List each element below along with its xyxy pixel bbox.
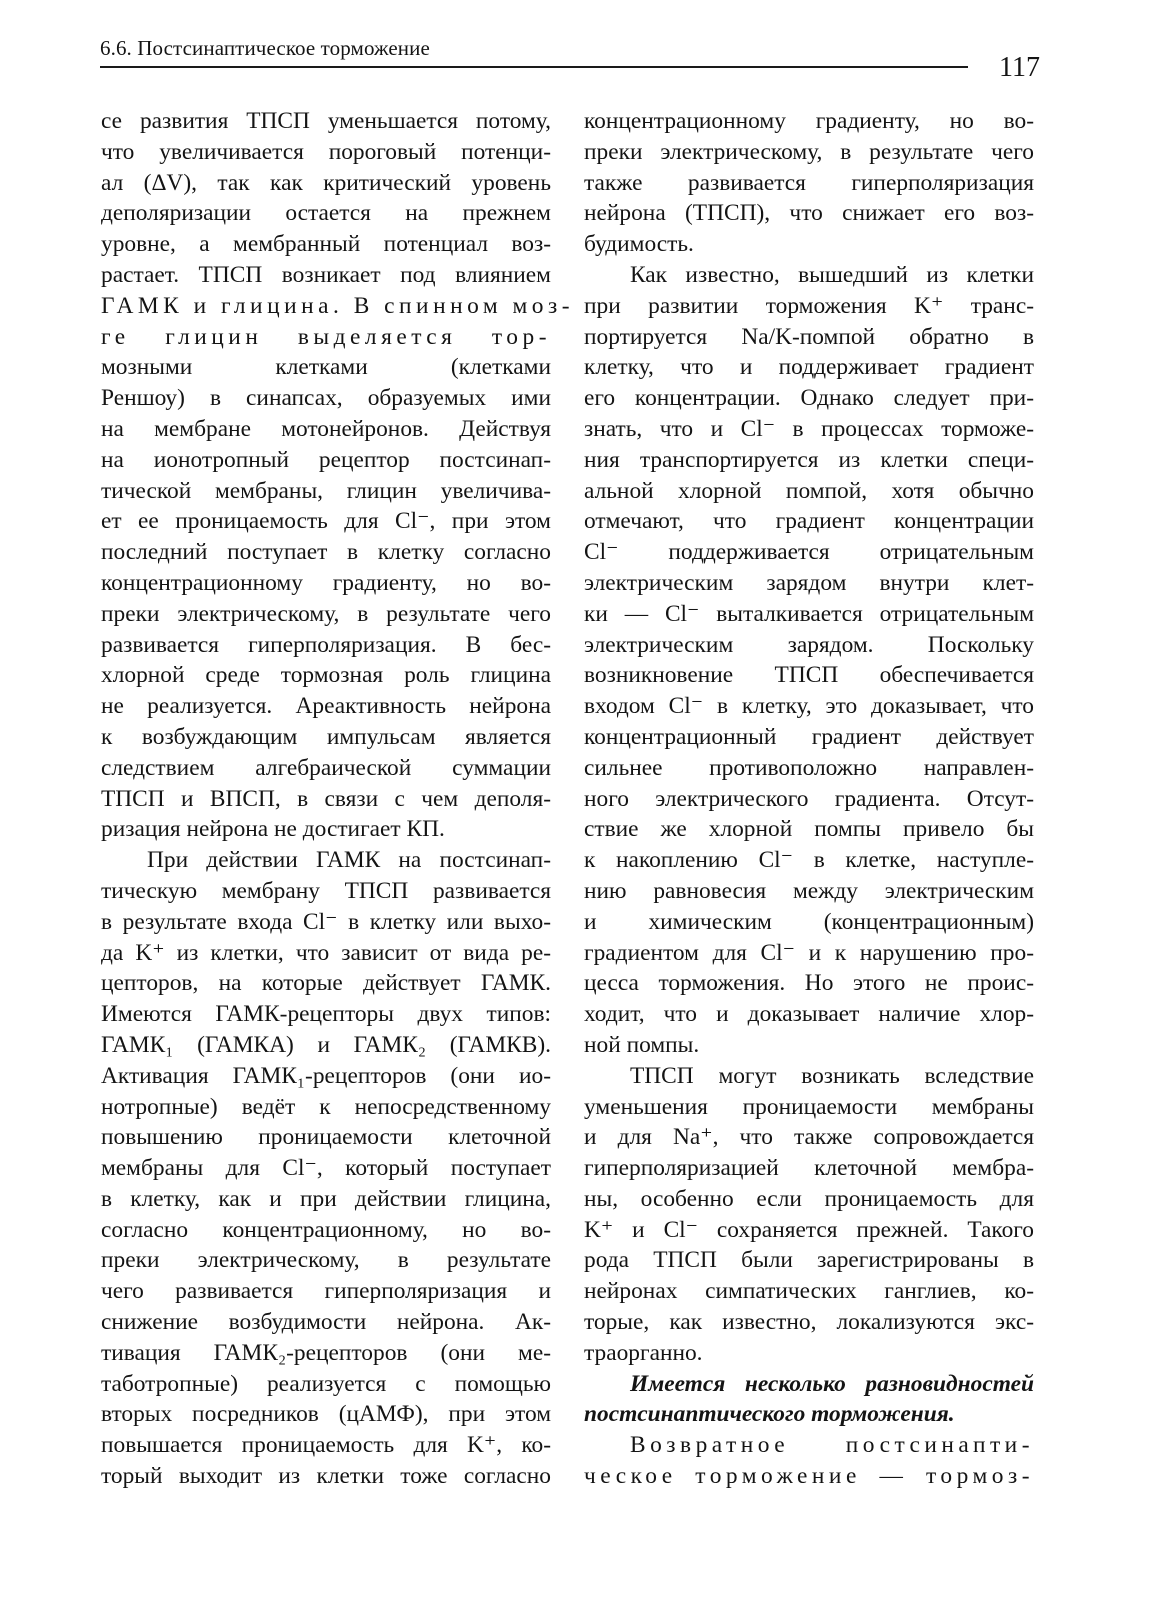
text-line: следствием алгебраической суммации [101,754,551,781]
text-line: ге глицин выделяется тор- [101,323,551,350]
text-line: ГАМК₁ (ГАМКA) и ГАМК₂ (ГАМКB). [101,1031,551,1058]
text-line: ТПСП могут возникать вследствие [630,1062,1034,1089]
text-line: уменьшения проницаемости мембраны [584,1093,1034,1120]
text-line: что увеличивается пороговый потенци- [101,138,551,165]
text-line: K⁺ и Cl⁻ сохраняется прежней. Такого [584,1216,1034,1243]
text-line: ны, особенно если проницаемость для [584,1185,1034,1212]
text-line: концентрационный градиент действует [584,723,1034,750]
text-line: Реншоу) в синапсах, образуемых ими [101,385,551,412]
text-line: концентрационному градиенту, но во- [584,108,1034,134]
page-number: 117 [999,52,1040,83]
text-line: и химическим (концентрационным) [584,908,1034,935]
text-line: ческое торможение — тормоз- [584,1463,1034,1490]
text-line: преки электрическому, в результате [101,1247,551,1274]
text-line: ТПСП и ВПСП, в связи с чем деполя- [101,785,551,812]
text-line: ет ее проницаемость для Cl⁻, при этом [101,508,551,535]
text-line: Возвратное постсинапти- [630,1432,1034,1459]
text-line: мембраны для Cl⁻, который поступает [101,1155,551,1182]
text-line: возникновение ТПСП обеспечивается [584,662,1034,689]
text-line: уровне, а мембранный потенциал воз- [101,231,551,258]
text-line: ки — Cl⁻ выталкивается отрицательным [584,600,1034,627]
text-line: Как известно, вышедший из клетки [630,261,1034,288]
text-line: Cl⁻ поддерживается отрицательным [584,539,1034,566]
text-line: отмечают, что градиент концентрации [584,508,1034,535]
text-line: се развития ТПСП уменьшается потому, [101,108,551,134]
text-line: гиперполяризацией клеточной мембра- [584,1155,1034,1182]
text-line: на ионотропный рецептор постсинап- [101,446,551,473]
text-line: к возбуждающим импульсам является [101,723,551,750]
text-line: Имеются ГАМК-рецепторы двух типов: [101,1001,551,1028]
text-line: нейрона (ТПСП), что снижает его воз- [584,200,1034,227]
text-line: мозными клетками (клетками [101,354,551,381]
text-line: вторых посредников (цАМФ), при этом [101,1401,551,1428]
text-line: цесса торможения. Но этого не проис- [584,970,1034,997]
text-line: хлорной среде тормозная роль глицина [101,662,551,689]
text-line: да K⁺ из клетки, что зависит от вида ре- [101,939,551,966]
text-line: к накоплению Cl⁻ в клетке, наступле- [584,847,1034,874]
text-line: торый выходит из клетки тоже согласно [101,1463,551,1490]
text-line: При действии ГАМК на постсинап- [147,847,551,874]
text-line: при развитии торможения K⁺ транс- [584,292,1034,319]
text-line: повышению проницаемости клеточной [101,1124,551,1151]
text-line: на мембране мотонейронов. Действуя [101,415,551,442]
text-line: траорганно. [584,1339,703,1366]
text-line: входом Cl⁻ в клетку, это доказывает, что [584,693,1034,720]
text-line: сильнее противоположно направлен- [584,754,1034,781]
text-line: Активация ГАМК₁-рецепторов (они ио- [101,1062,551,1089]
running-head-title: 6.6. Постсинаптическое торможение [100,36,430,60]
text-line: ния транспортируется из клетки специ- [584,446,1034,473]
text-line: преки электрическому, в результате чего [101,600,551,627]
text-line: рода ТПСП были зарегистрированы в [584,1247,1034,1274]
text-line: повышается проницаемость для K⁺, ко- [101,1432,551,1459]
text-line: преки электрическому, в результате чего [584,138,1034,165]
text-line: цепторов, на которые действует ГАМК. [101,970,551,997]
text-line: снижение возбудимости нейрона. Ак- [101,1309,551,1336]
text-line: согласно концентрационному, но во- [101,1216,551,1243]
text-line: ствие же хлорной помпы привело бы [584,816,1034,843]
text-line: ной помпы. [584,1031,700,1058]
text-line: также развивается гиперполяризация [584,169,1034,196]
text-line: в результате входа Cl⁻ в клетку или выхо- [101,908,551,935]
header-rule [100,66,968,68]
text-line: концентрационному градиенту, но во- [101,569,551,596]
left-column [101,106,575,1492]
text-line: не реализуется. Ареактивность нейрона [101,693,551,720]
text-line: нотропные) ведёт к непосредственному [101,1093,551,1120]
text-line: нию равновесия между электрическим [584,877,1034,904]
text-line: клетку, что и поддерживает градиент [584,354,1034,381]
text-line: тическую мембрану ТПСП развивается [101,877,551,904]
text-line: ал (ΔV), так как критический уровень [101,169,551,196]
text-line: его концентрации. Однако следует при- [584,385,1034,412]
text-line: электрическим зарядом внутри клет- [584,569,1034,596]
text-line: портируется Na/K-помпой обратно в [584,323,1034,350]
text-line: альной хлорной помпой, хотя обычно [584,477,1034,504]
text-line: в клетку, как и при действии глицина, [101,1185,551,1212]
text-line: последний поступает в клетку согласно [101,539,551,566]
page-header [100,36,1040,83]
text-line: тивация ГАМК₂-рецепторов (они ме- [101,1339,551,1366]
text-line: таботропные) реализуется с помощью [101,1370,551,1397]
text-line: ного электрического градиента. Отсут- [584,785,1034,812]
text-line: ходит, что и доказывает наличие хлор- [584,1001,1034,1028]
section-heading-line: Имеется несколько разновидностей [630,1370,1034,1397]
text-line: деполяризации остается на прежнем [101,200,551,227]
text-line: развивается гиперполяризация. В бес- [101,631,551,658]
text-line: электрическим зарядом. Поскольку [584,631,1034,658]
text-line: нейронах симпатических ганглиев, ко- [584,1278,1034,1305]
text-line: знать, что и Cl⁻ в процессах торможе- [584,415,1034,442]
text-line: и для Na⁺, что также сопровождается [584,1124,1034,1151]
section-heading-line: постсинаптического торможения. [584,1401,955,1428]
text-line: тической мембраны, глицин увеличива- [101,477,551,504]
text-line: градиентом для Cl⁻ и к нарушению про- [584,939,1034,966]
text-line: чего развивается гиперполяризация и [101,1278,551,1305]
text-line: ризация нейрона не достигает КП. [101,816,445,843]
text-line: растает. ТПСП возникает под влиянием [101,261,551,288]
text-line: будимость. [584,231,694,258]
text-line: ГАМК и глицина. В спинном моз- [101,292,575,319]
right-column [584,106,1034,1492]
text-line: торые, как известно, локализуются экс- [584,1309,1034,1336]
